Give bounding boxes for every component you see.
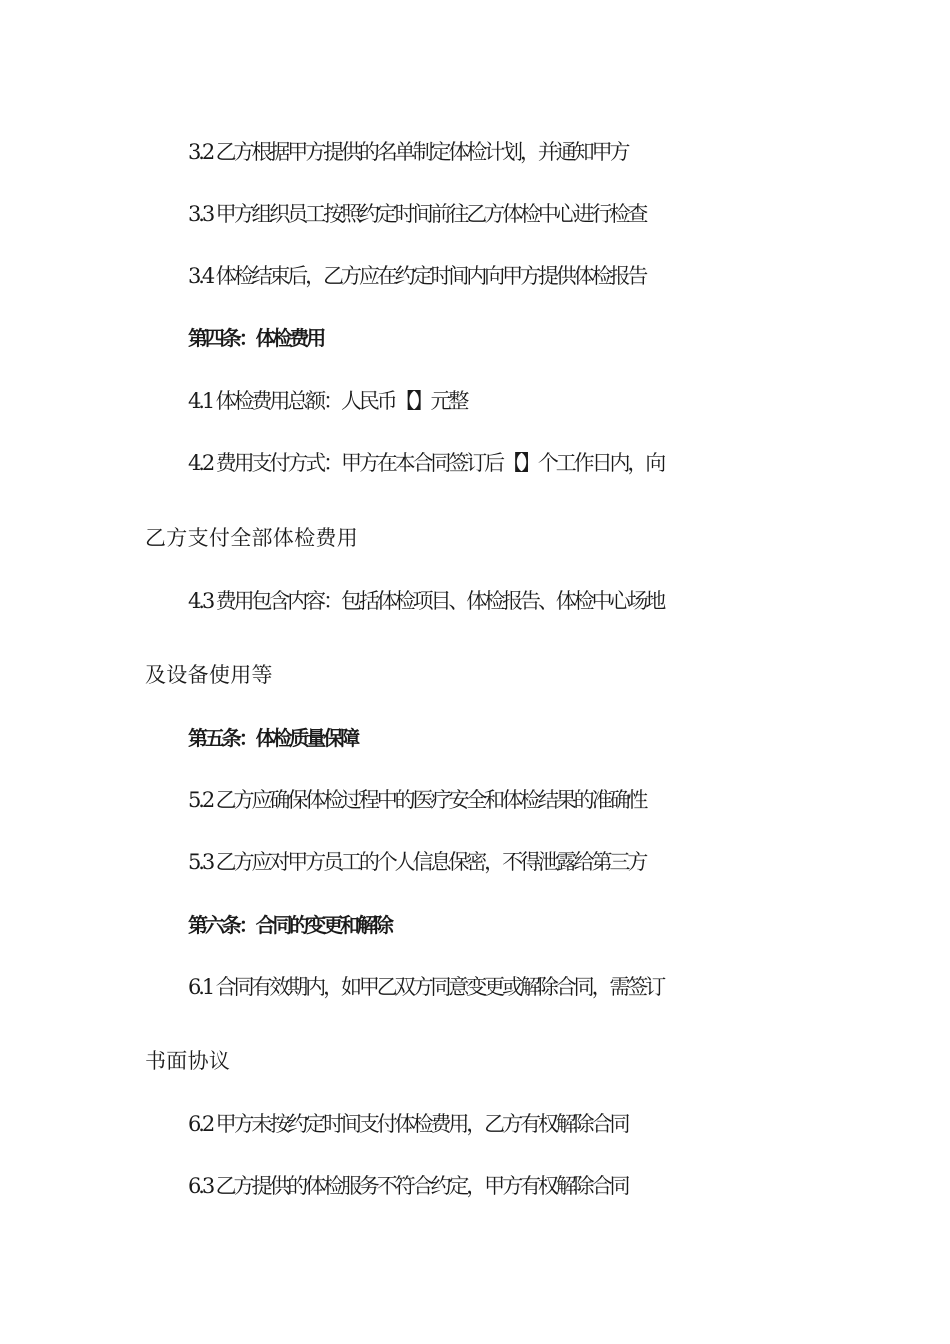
clause-6-3: 6.3 乙方提供的体检服务不符合约定，甲方有权解除合同 bbox=[188, 1174, 628, 1198]
clause-3-2: 3.2 乙方根据甲方提供的名单制定体检计划，并通知甲方 bbox=[188, 140, 628, 164]
clause-3-3: 3.3 甲方组织员工按照约定时间前往乙方体检中心进行检查 bbox=[188, 202, 646, 226]
clause-4-2-continued: 乙方支付全部体检费用 bbox=[145, 526, 358, 550]
clause-4-1: 4.1 体检费用总额：人民币【】元整 bbox=[188, 389, 467, 413]
clause-5-3: 5.3 乙方应对甲方员工的个人信息保密，不得泄露给第三方 bbox=[188, 850, 646, 874]
clause-6-1-continued: 书面协议 bbox=[145, 1049, 231, 1073]
clause-3-4: 3.4 体检结束后，乙方应在约定时间内向甲方提供体检报告 bbox=[188, 264, 646, 288]
clause-6-1: 6.1 合同有效期内，如甲乙双方同意变更或解除合同，需签订 bbox=[188, 975, 664, 999]
clause-5-2: 5.2 乙方应确保体检过程中的医疗安全和体检结果的准确性 bbox=[188, 788, 646, 812]
section-heading-6: 第六条：合同的变更和解除 bbox=[188, 913, 391, 937]
clause-6-2: 6.2 甲方未按约定时间支付体检费用，乙方有权解除合同 bbox=[188, 1112, 628, 1136]
clause-4-3: 4.3 费用包含内容：包括体检项目、体检报告、体检中心场地 bbox=[188, 589, 664, 613]
section-heading-5: 第五条：体检质量保障 bbox=[188, 726, 357, 750]
clause-4-3-continued: 及设备使用等 bbox=[145, 663, 273, 687]
section-heading-4: 第四条：体检费用 bbox=[188, 326, 324, 350]
clause-4-2: 4.2 费用支付方式：甲方在本合同签订后【】个工作日内，向 bbox=[188, 451, 664, 475]
